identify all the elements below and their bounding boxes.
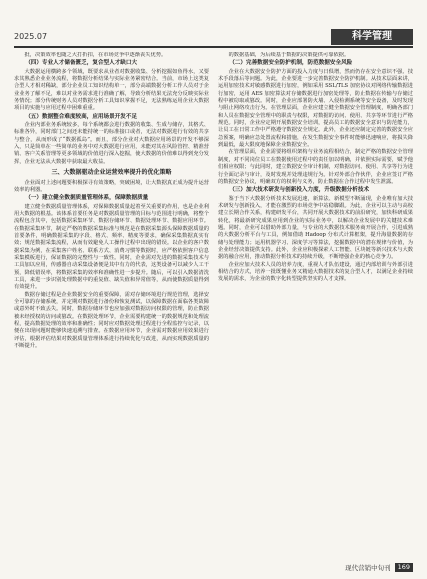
section-tag: 科学管理 [331, 29, 413, 45]
paragraph: 大数据运用横跨多个领域，既要求从业者对数据收集、分析挖掘如鱼得水，又要求其熟悉企业业务流程，将数据分析结果与实际业务紧密结合。当前，市场上这类复合型人才相对稀缺，部分企业员工知识结构单一，部分高端数据分析工作人员对于企业业务了解不足，难以对业务需求进行准确了解，导致分析结果无法充分反映实际业务情况；部分传统财务人员对数据分析工具知识掌握不足，无法熟练运用企业大数据项目的实施与应用过程中困难重重。 [14, 68, 209, 112]
paragraph: 批，决策效率也随之大打折扣，在市场竞争中逐渐丧失优势。 [24, 52, 167, 58]
paragraph: 企业内部业务系统较多，每个系统都会进行数据的收集、生成与储存，其格式、标准各异，同时部门之间还未能持统一的标准接口或者，无法对数据进行有效的共享与整合，从而形成了“数据孤岛”。而且，部分企业对大数据应用场景的开发不够深入，只是简单在一些简单的业务中对大数据进行应用，未能对其在风险管控、精准营销、客户关系管理等更多领域的价值进行深入挖掘，使大数据的价值难以得到充分发挥，企业无法从大数据中获取最大收益。 [14, 122, 209, 165]
header-rule [14, 46, 413, 48]
section-heading: （二）完善数据安全防护机制，防范数据安全风险 [229, 60, 353, 67]
magazine-name: 现代营销中旬刊 [345, 564, 391, 572]
paragraph: 的数据基础，为后续基于数据的决策提供可靠依据。 [228, 52, 350, 58]
left-column [14, 52, 209, 560]
paragraph: 在管理层面，企业需要将组织架构与业务流程相结合，制定严格的数据安全管理制度，对不同岗位员工在数据使用过程中的责任加以明确，并依照实际需要，赋予他们相应权限；与此同时，建立数据安全审计机制，对数据访问、使用、共享等行为进行全面记录与审计，及时发现并处理违规行为。针对外部合作伙伴，企业应签订严格的数据安全协议，明确双方的权利与义务，防止数据在合作过程中发生泄露。 [218, 149, 413, 185]
footer [345, 563, 413, 572]
right-column [218, 52, 413, 560]
paragraph: 建立健全数据质量管理体系，对保障数据质量起着至关重要的作用，也是企业利用大数据的根基。该体系首要任务是对数据质量管理的目标与范围进行明确，将整个流程包含其中，包括数据采集环节、数据存储环节、数据处理环节、数据应用环节。在数据采集环节，制定严格的数据采集标准与规范是在数据采集源头保障数据质量的首要条件，明确数据采集的字段、格式、频率、精度等要求，确保采集数据真实有效；规范数据采集流程，从而有效避免人工操作过程中出现的错误。以企业的客户数据采集为例，在采集客户姓名、联系方式、消费习惯等数据时，应严格依照客户信息采集模板进行，保证数据的完整性与一致性。同时，企业需对先进的数据采集技术与工具加以应用，传感器自动采集设备便是其中有力的代表，这类设备可以减少人工干预，降低错误率，将数据采集的效率和准确性进一步提升。随后，可以引入数据清洗工具，来进一步识别处理数据中的重复值、缺失值和异常值等，从而使数据质量得到有效提升。 [14, 203, 209, 291]
section-heading: 三、大数据驱动企业运营效率提升的优化策略 [51, 169, 172, 177]
paragraph: 鉴于当下大数据分析技术发展迅速，新算法、新模型不断涌现，企业唯有加大技术研发与创新投入，才能在激烈的市场竞争中站稳脚跟。为此，企业可以主动与高校建立长期合作关系，构建研发平台，共同开展大数据技术的前沿研究，加快科研成果转化，将最新研究成果应用到企业的实际业务中，以解决企业发展中的关键技术难题。同时，企业可以借助外部力量，与专业的大数据技术服务商开展合作，引进成熟的大数据分析平台与工具，例如借助 Hadoop 分布式计算框架，提升海量数据的存储与处理能力；运用机器学习、深度学习等算法，挖掘数据中的潜在规律与价值，为企业经营决策提供支持。此外，企业应积极探索人工智能、区块链等新兴技术与大数据的融合应用，推动数据分析技术的持续升级，不断增强企业的核心竞争力。 [218, 195, 413, 261]
section-heading: （一）建立健全数据质量管理体系，保障数据质量 [25, 195, 149, 202]
section-heading: （五）数据整合难度较高，应用场景开发不足 [25, 113, 138, 120]
page-number: 169 [395, 563, 413, 572]
paragraph: 企业面对上述问题要积极探寻有效策略，突破困境，让大数据真正成为提升运营效率的利器。 [14, 179, 209, 193]
paragraph: 企业应加大技术人员的培养力度，重视人才队伍建设，通过内部培训与外部引进相结合的方式，培养一批既懂业务又精通大数据技术的复合型人才，以满足企业持续发展的需求，为企业的数字化转型提供坚实的人才支撑。 [218, 261, 413, 283]
issue-date: 2025.07 [14, 32, 48, 41]
section-heading: （四）专业人才储备匮乏，复合型人才缺口大 [25, 60, 138, 67]
paragraph: 企业在大数据安全防护方面的投入力度与日俱增，然而仍存在安全意识不强、技术手段落后等问题。为此，企业要进一步完善数据安全防护机制。从技术层面来讲，运用加密技术对敏感数据进行加密，例如采用 SSL/TLS 加密协议对网络传输数据进行加密，运用 AES 加密算法对存储数据进行加密处理等，防止数据在传输与存储过程中被窃取或篡改。同时，企业应部署防火墙、入侵检测系统等安全设备，及时发现与阻止网络攻击行为。在管理层面，企业应建立健全数据安全管理制度，明确各部门和人员在数据安全管理中的职责与权限，对数据的访问、使用、共享等环节进行严格规范。同时，企业应定期开展数据安全培训，提高员工的数据安全意识与防范能力，让员工在日常工作中严格遵守数据安全规定。此外，企业还应制定完善的数据安全应急预案，明确应急处置流程和措施，在发生数据安全事件时能够迅速响应，将损失降到最低，最大限度地保障企业数据安全。 [218, 68, 413, 149]
paragraph: 数据存储过程是企业数据安全的重要保障，需对存储环境进行规范管理，选择安全可靠的存储系统，并定期对数据进行备份和恢复测试，以保障数据在面临各类故障或意外时不致丢失。同时，数据存储环节也应加强对数据访问权限的管理，防止数据被未经授权的访问或篡改。在数据处理环节，企业需要构建统一的数据规范和处理流程，提高数据处理的效率和准确性；同时应对数据处理过程进行全程监控与记录，以便在出现问题时能够快速追溯与排查。在数据应用环节，企业需对数据应用效果进行评估，根据评估结果对数据质量管理体系进行持续优化与改进，从而实现数据质量的不断提升。 [14, 291, 209, 350]
section-heading: （三）加大技术研发与创新投入力度，升级数据分析技术 [229, 187, 370, 194]
